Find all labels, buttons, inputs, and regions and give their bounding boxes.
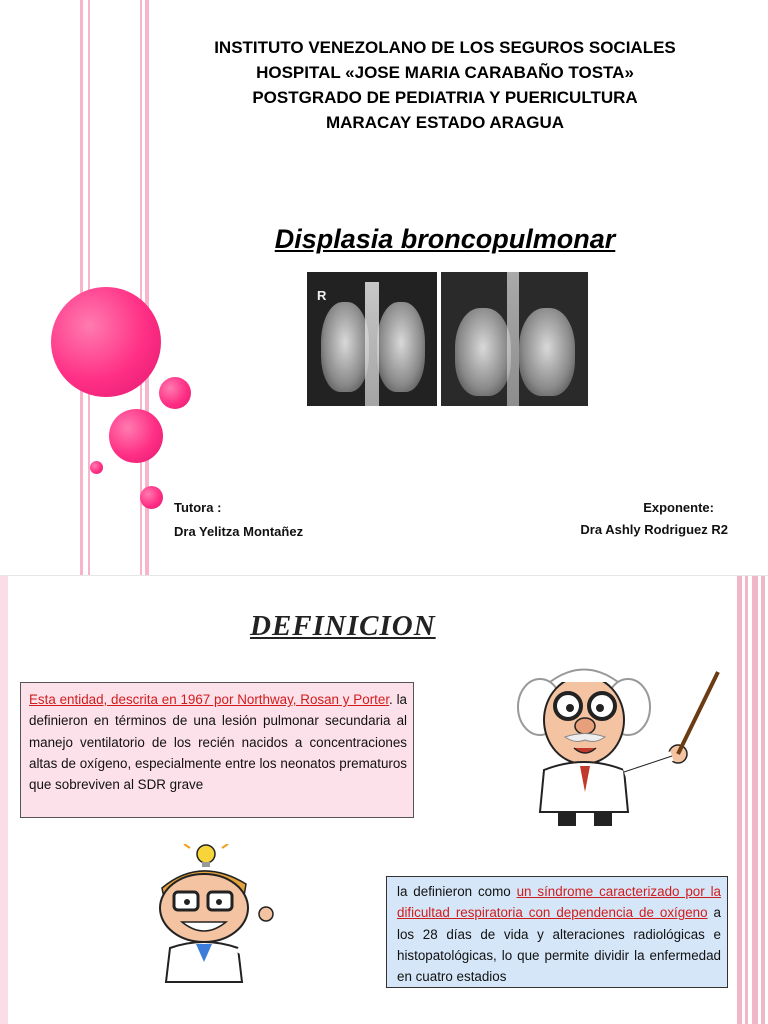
light-bulb-icon bbox=[184, 844, 228, 867]
xray-marker: R bbox=[317, 288, 327, 303]
doctor-idea-illustration-icon bbox=[140, 844, 280, 984]
decorative-circle bbox=[51, 287, 161, 397]
definition-title: DEFINICION bbox=[250, 610, 436, 642]
speaker-name: Dra Ashly Rodriguez R2 bbox=[580, 522, 728, 537]
definition-box-syndrome bbox=[386, 876, 728, 988]
institution-header-line: INSTITUTO VENEZOLANO DE LOS SEGUROS SOCIALES bbox=[214, 38, 676, 57]
speaker-label: Exponente: bbox=[643, 500, 714, 515]
syndrome-text: a los 28 días de vida y alteraciones radiológicas e histopatológicas, lo que permite dividir la enfermedad en cuatro estadios bbox=[397, 905, 722, 985]
xray-image-left bbox=[307, 272, 437, 406]
decorative-circle bbox=[90, 461, 103, 474]
syndrome-lead: la definieron como bbox=[397, 884, 517, 899]
xray-image-right bbox=[441, 272, 588, 406]
decorative-line bbox=[88, 0, 90, 576]
decorative-circle bbox=[140, 486, 163, 509]
institution-header-line: POSTGRADO DE PEDIATRIA Y PUERICULTURA bbox=[252, 88, 638, 107]
decorative-line bbox=[737, 576, 742, 1024]
decorative-line bbox=[0, 576, 8, 1024]
definition-box-history bbox=[20, 682, 414, 818]
slide-title: Displasia broncopulmonar bbox=[274, 224, 616, 254]
institution-header-line: MARACAY ESTADO ARAGUA bbox=[325, 113, 565, 132]
decorative-line bbox=[745, 576, 748, 1024]
decorative-line bbox=[752, 576, 758, 1024]
decorative-circle bbox=[109, 409, 163, 463]
pointer-stick-icon bbox=[678, 672, 718, 754]
decorative-line bbox=[761, 576, 765, 1024]
tutor-label: Tutora : bbox=[174, 500, 222, 515]
decorative-circle bbox=[159, 377, 191, 409]
history-highlight: Esta entidad, descrita en 1967 por Northway, Rosan y Porter bbox=[29, 692, 390, 707]
decorative-line bbox=[80, 0, 83, 576]
history-text: . la definieron en términos de una lesión pulmonar secundaria al manejo ventilatorio de los recién nacidos a concentraciones altas de oxígeno, especialmente entre los neonatos prematuros que sobreviven al SDR grave bbox=[29, 692, 407, 793]
professor-illustration-icon bbox=[510, 662, 730, 832]
tutor-name: Dra Yelitza Montañez bbox=[174, 524, 304, 539]
institution-header-line: HOSPITAL «JOSE MARIA CARABAÑO TOSTA» bbox=[256, 63, 634, 82]
syndrome-highlight: un síndrome caracterizado por la dificultad respiratoria con dependencia de oxígeno bbox=[397, 884, 721, 921]
definition-slide bbox=[0, 576, 768, 1024]
